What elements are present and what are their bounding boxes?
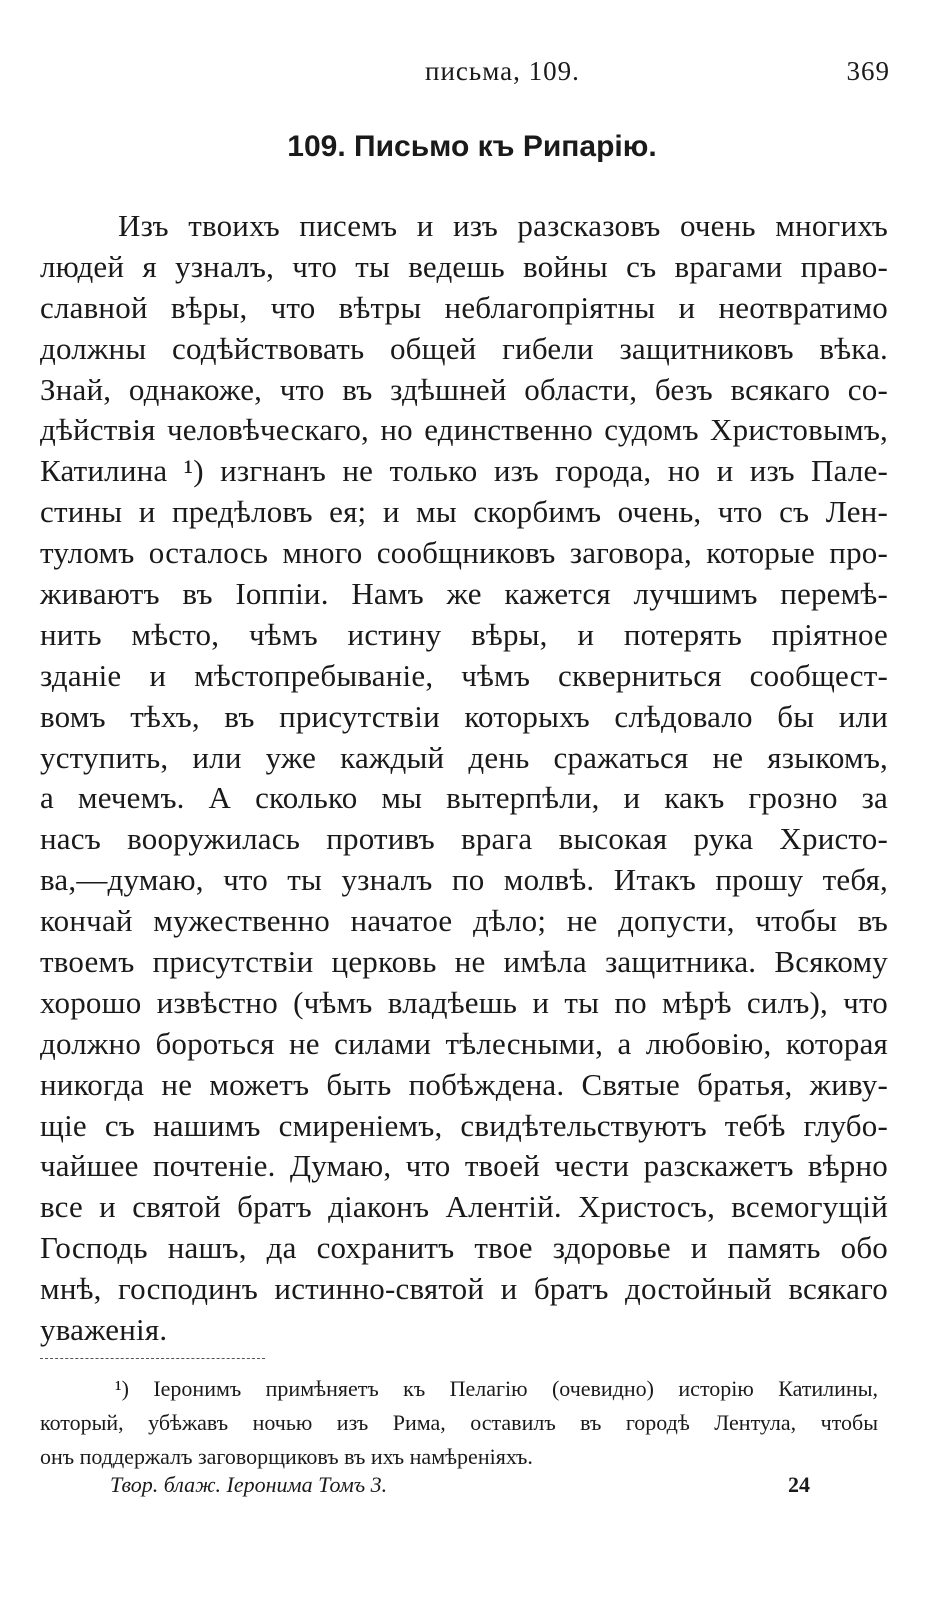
footnote bbox=[40, 1372, 878, 1474]
body-line: а мечемъ. А сколько мы вытерпѣли, и какъ грозно за bbox=[40, 780, 888, 816]
footnote-line: который, убѣжавъ ночью изъ Рима, оставилъ въ городѣ Лентула, чтобы bbox=[40, 1410, 878, 1435]
letter-heading: 109. Письмо къ Рипарію. bbox=[287, 130, 657, 163]
signature-number: 24 bbox=[788, 1472, 810, 1497]
body-line: стины и предѣловъ ея; и мы скорбимъ очень, что съ Лен- bbox=[40, 494, 888, 530]
body-line: ва,—думаю, что ты узналъ по молвѣ. Итакъ прошу тебя, bbox=[40, 862, 888, 898]
body-line: щіе съ нашимъ смиреніемъ, свидѣтельствуютъ тебѣ глубо- bbox=[40, 1107, 888, 1143]
signature-line bbox=[110, 1472, 810, 1504]
body-line: хорошо извѣстно (чѣмъ владѣешь и ты по мѣрѣ силъ), что bbox=[40, 984, 888, 1020]
footnote-divider bbox=[40, 1358, 265, 1359]
body-line: Знай, однакоже, что въ здѣшней области, безъ всякаго со- bbox=[40, 371, 888, 407]
body-line: людей я узналъ, что ты ведешь войны съ врагами право- bbox=[40, 248, 888, 284]
body-line: уваженія. bbox=[40, 1312, 168, 1348]
body-line: Катилина ¹) изгнанъ не только изъ города, но и изъ Пале- bbox=[40, 453, 888, 489]
body-line: должны содѣйствовать общей гибели защитниковъ вѣка. bbox=[40, 330, 888, 366]
body-line: насъ вооружилась противъ врага высокая рука Христо- bbox=[40, 821, 888, 857]
page-number: 369 bbox=[846, 56, 890, 86]
letter-body bbox=[40, 206, 888, 1351]
footnote-line: онъ поддержалъ заговорщиковъ въ ихъ намѣреніяхъ. bbox=[40, 1444, 533, 1469]
body-line: живаютъ въ Іоппіи. Намъ же кажется лучшимъ перемѣ- bbox=[40, 576, 888, 612]
running-title: письма, 109. bbox=[425, 56, 580, 86]
body-line: туломъ осталось много сообщниковъ заговора, которые про- bbox=[40, 535, 888, 571]
body-line: зданіе и мѣстопребываніе, чѣмъ скверниться сообщест- bbox=[40, 657, 888, 693]
body-line: уступить, или уже каждый день сражаться не языкомъ, bbox=[40, 739, 888, 775]
body-line: нить мѣсто, чѣмъ истину вѣры, и потерять пріятное bbox=[40, 616, 888, 652]
signature-text: Твор. блаж. Іеронима Томъ 3. bbox=[110, 1472, 388, 1497]
footnote-line: ¹) Іеронимъ примѣняетъ къ Пелагію (очевидно) исторію Катилины, bbox=[115, 1376, 878, 1401]
body-line: должно бороться не силами тѣлесными, а любовію, которая bbox=[40, 1025, 888, 1061]
body-line: мнѣ, господинъ истинно-святой и братъ достойный всякаго bbox=[40, 1271, 888, 1307]
body-line: вомъ тѣхъ, въ присутствіи которыхъ слѣдовало бы или bbox=[40, 698, 888, 734]
body-line: славной вѣры, что вѣтры неблагопріятны и неотвратимо bbox=[40, 289, 888, 325]
body-line: дѣйствія человѣческаго, но единственно судомъ Христовымъ, bbox=[40, 412, 888, 448]
running-head bbox=[40, 56, 890, 96]
body-line: Изъ твоихъ писемъ и изъ разсказовъ очень многихъ bbox=[118, 208, 888, 243]
body-line: чайшее почтеніе. Думаю, что твоей чести разскажетъ вѣрно bbox=[40, 1148, 888, 1184]
body-line: твоемъ присутствіи церковь не имѣла защитника. Всякому bbox=[40, 944, 888, 980]
body-line: Господь нашъ, да сохранитъ твое здоровье и память обо bbox=[40, 1230, 888, 1266]
body-line: никогда не можетъ быть побѣждена. Святые братья, живу- bbox=[40, 1066, 888, 1102]
body-line: все и святой братъ діаконъ Алентій. Христосъ, всемогущій bbox=[40, 1189, 888, 1225]
body-line: кончай мужественно начатое дѣло; не допусти, чтобы въ bbox=[40, 903, 888, 939]
